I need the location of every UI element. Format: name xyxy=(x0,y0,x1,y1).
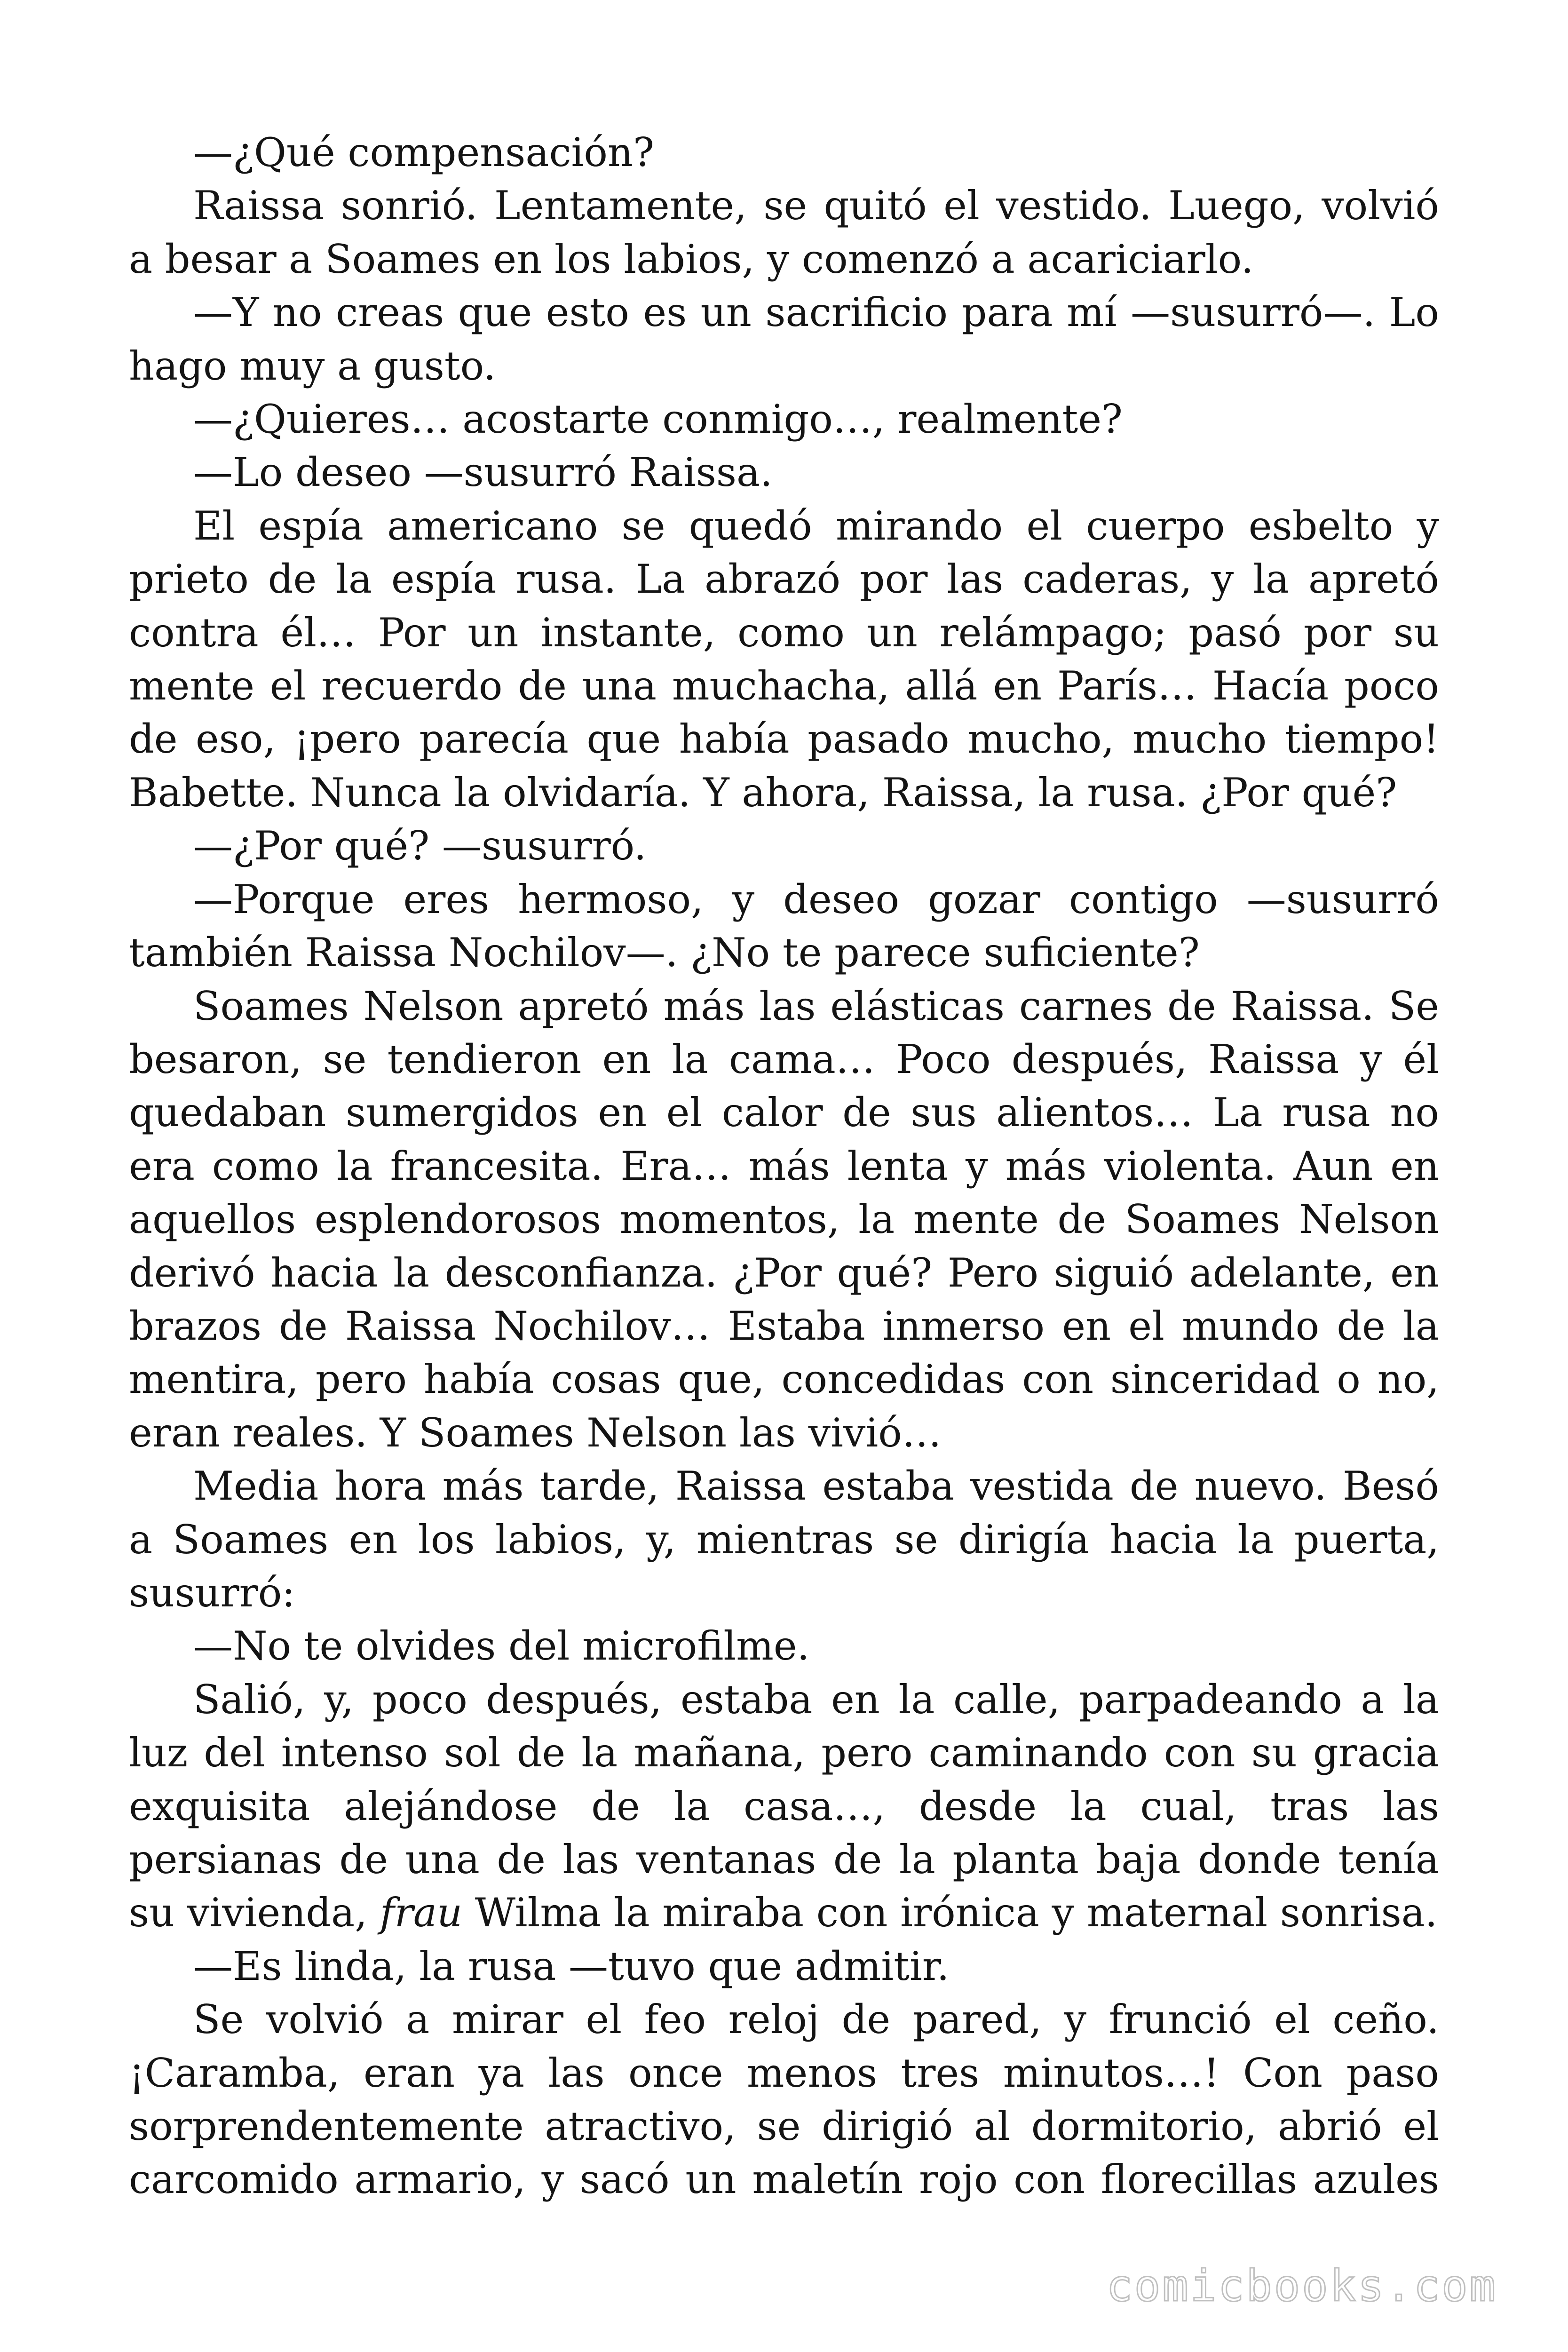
paragraph: Media hora más tarde, Raissa estaba vestida de nuevo. Besó a Soames en los labios, y, mientras se dirigía hacia la puerta, susurró: xyxy=(129,1463,1439,1616)
paragraph: Soames Nelson apretó más las elásticas carnes de Raissa. Se besaron, se tendieron en la cama… Poco después, Raissa y él quedaban sumergidos en el calor de sus alientos… La rusa no era como la francesita. Era… más lenta y más violenta. Aun en aquellos esplendorosos momentos, la mente de Soames Nelson derivó hacia la desconfianza. ¿Por qué? Pero siguió adelante, en brazos de Raissa Nochilov… Estaba inmerso en el mundo de la mentira, pero había cosas que, concedidas con sinceridad o no, eran reales. Y Soames Nelson las vivió… xyxy=(129,983,1439,1456)
paragraph: —Es linda, la rusa —tuvo que admitir. xyxy=(193,1943,950,1989)
paragraph: Se volvió a mirar el feo reloj de pared, y frunció el ceño. ¡Caramba, eran ya las once menos tres minutos…! Con paso sorprendentemente atractivo, se dirigió al dormitorio, abrió el carcomido armario, y sacó un maletín rojo con florecillas azules xyxy=(129,1996,1439,2203)
paragraph-text: Salió, y, poco después, estaba en la calle, parpadeando a la luz del intenso sol de la mañana, pero caminando con su gracia exquisita alejándose de la casa…, desde la cual, tras las persianas de una de las ventanas de la planta baja donde tenía su vivienda, xyxy=(129,1676,1439,1936)
paragraph: —Lo deseo —susurró Raissa. xyxy=(193,449,773,496)
paragraph: —¿Por qué? —susurró. xyxy=(193,823,647,869)
paragraph: —Porque eres hermoso, y deseo gozar contigo —susurró también Raissa Nochilov—. ¿No te parece suficiente? xyxy=(129,876,1439,976)
paragraph-text: Wilma la miraba con irónica y maternal sonrisa. xyxy=(462,1890,1438,1936)
paragraph: —Y no creas que esto es un sacrificio para mí —susurró—. Lo hago muy a gusto. xyxy=(129,289,1439,389)
watermark: comicbooks.com xyxy=(1106,2261,1497,2311)
paragraph: Raissa sonrió. Lentamente, se quitó el vestido. Luego, volvió a besar a Soames en los labios, y comenzó a acariciarlo. xyxy=(129,183,1439,282)
paragraph: El espía americano se quedó mirando el cuerpo esbelto y prieto de la espía rusa. La abrazó por las caderas, y la apretó contra él… Por un instante, como un relámpago; pasó por su mente el recuerdo de una muchacha, allá en París… Hacía poco de eso, ¡pero parecía que había pasado mucho, mucho tiempo! Babette. Nunca la olvidaría. Y ahora, Raissa, la rusa. ¿Por qué? xyxy=(129,502,1439,816)
paragraph: —¿Qué compensación? xyxy=(193,129,655,175)
paragraph: —¿Quieres… acostarte conmigo…, realmente? xyxy=(193,396,1123,443)
paragraph: —No te olvides del microfilme. xyxy=(193,1623,810,1669)
italic-word: frau xyxy=(380,1890,463,1936)
paragraph xyxy=(129,1673,1439,1940)
body-text xyxy=(129,126,1439,2207)
